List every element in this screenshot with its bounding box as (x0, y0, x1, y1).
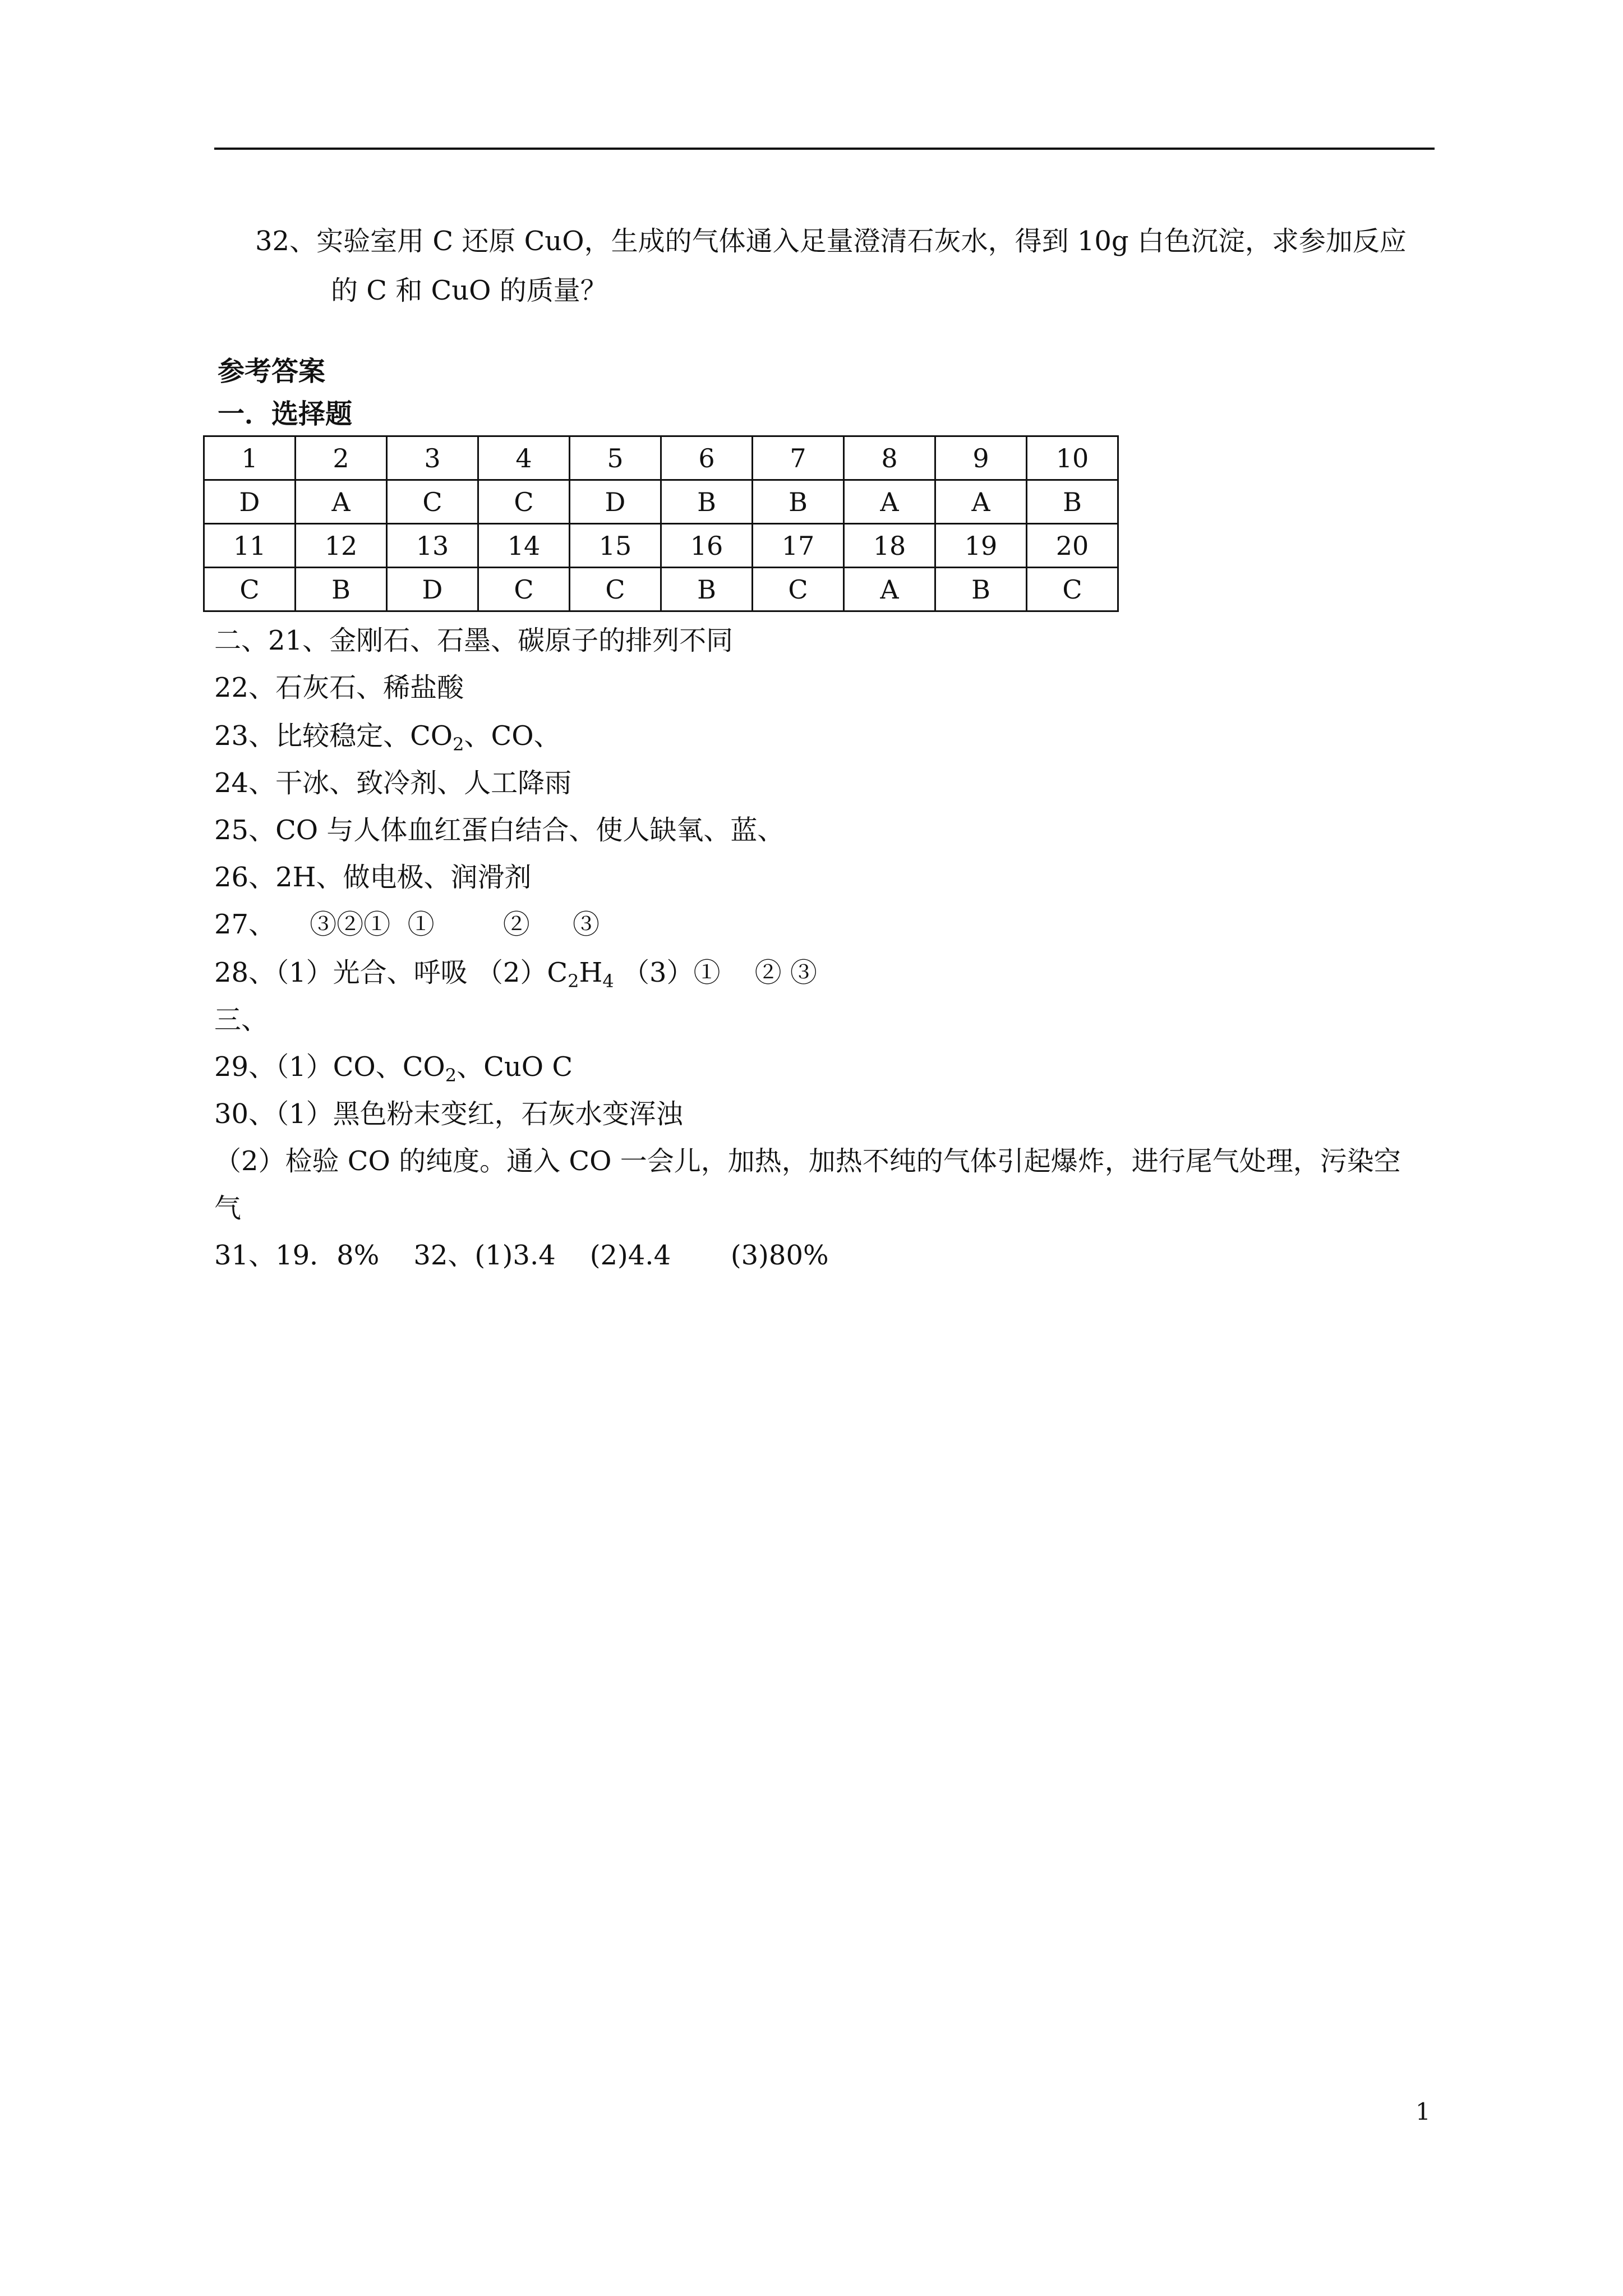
table-cell: B (661, 480, 753, 524)
answer-31-32: 31、19．8% 32、(1)3.4 (2)4.4 (3)80% (214, 1240, 829, 1271)
table-cell: B (753, 480, 844, 524)
table-row (204, 568, 1118, 611)
section1-heading: 一．选择题 (218, 398, 353, 430)
answer-25: 25、CO 与人体血红蛋白结合、使人缺氧、蓝、 (214, 815, 785, 846)
table-cell: 11 (204, 524, 296, 568)
table-cell: C (204, 568, 296, 611)
table-cell: C (478, 480, 570, 524)
table-cell: 4 (478, 436, 570, 480)
table-cell: C (1027, 568, 1118, 611)
table-row (204, 524, 1118, 568)
answer-30-part3: 气 (214, 1193, 242, 1224)
table-cell: B (296, 568, 387, 611)
answer-21: 二、21、金刚石、石墨、碳原子的排列不同 (214, 625, 734, 656)
table-cell: 5 (570, 436, 661, 480)
page-number: 1 (1415, 2098, 1431, 2125)
answer-29: 29、（1）CO、$CO_2$、CuO C (214, 1051, 573, 1086)
table-row (204, 480, 1118, 524)
table-cell: C (753, 568, 844, 611)
table-row (204, 436, 1118, 480)
table-cell: 6 (661, 436, 753, 480)
table-cell: D (387, 568, 478, 611)
table-cell: B (935, 568, 1027, 611)
question-32-line2: 的 C 和 CuO 的质量？ (331, 275, 607, 306)
answer-30-part1: 30、（1）黑色粉末变红，石灰水变浑浊 (214, 1098, 683, 1130)
table-cell: A (296, 480, 387, 524)
table-cell: A (844, 568, 935, 611)
section3-heading: 三、 (214, 1004, 269, 1036)
table-cell: 13 (387, 524, 478, 568)
answer-27: 27、 ③②① ① ② ③ (214, 909, 600, 940)
header-rule (214, 148, 1435, 150)
answer-26: 26、2H、做电极、润滑剂 (214, 862, 532, 893)
table-cell: 10 (1027, 436, 1118, 480)
table-cell: 3 (387, 436, 478, 480)
table-cell: B (661, 568, 753, 611)
answers-heading: 参考答案 (218, 356, 326, 387)
answer-table (203, 435, 1119, 612)
table-cell: 19 (935, 524, 1027, 568)
table-cell: 7 (753, 436, 844, 480)
table-cell: 1 (204, 436, 296, 480)
table-cell: 12 (296, 524, 387, 568)
table-cell: B (1027, 480, 1118, 524)
table-cell: C (478, 568, 570, 611)
table-cell: D (204, 480, 296, 524)
table-cell: 9 (935, 436, 1027, 480)
table-cell: 17 (753, 524, 844, 568)
table-cell: 18 (844, 524, 935, 568)
answer-30-part2: （2）检验 CO 的纯度。通入 CO 一会儿，加热，加热不纯的气体引起爆炸，进行尾气处理，污染空 (214, 1145, 1401, 1177)
answer-24: 24、干冰、致冷剂、人工降雨 (214, 767, 572, 799)
answer-22: 22、石灰石、稀盐酸 (214, 672, 464, 703)
table-cell: 8 (844, 436, 935, 480)
table-cell: C (387, 480, 478, 524)
table-cell: C (570, 568, 661, 611)
answer-23: 23、比较稳定、$CO_2$、CO、 (214, 720, 561, 755)
table-cell: A (935, 480, 1027, 524)
table-cell: 15 (570, 524, 661, 568)
table-cell: D (570, 480, 661, 524)
answer-28: 28、（1）光合、呼吸 $(2)C_2H_4$ （3）① ② ③ (214, 957, 817, 992)
table-cell: 16 (661, 524, 753, 568)
table-cell: 14 (478, 524, 570, 568)
table-cell: A (844, 480, 935, 524)
question-32-line1: 32、实验室用 C 还原 CuO，生成的气体通入足量澄清石灰水，得到 10g 白色沉淀，求参加反应 (255, 226, 1407, 257)
table-cell: 2 (296, 436, 387, 480)
table-cell: 20 (1027, 524, 1118, 568)
